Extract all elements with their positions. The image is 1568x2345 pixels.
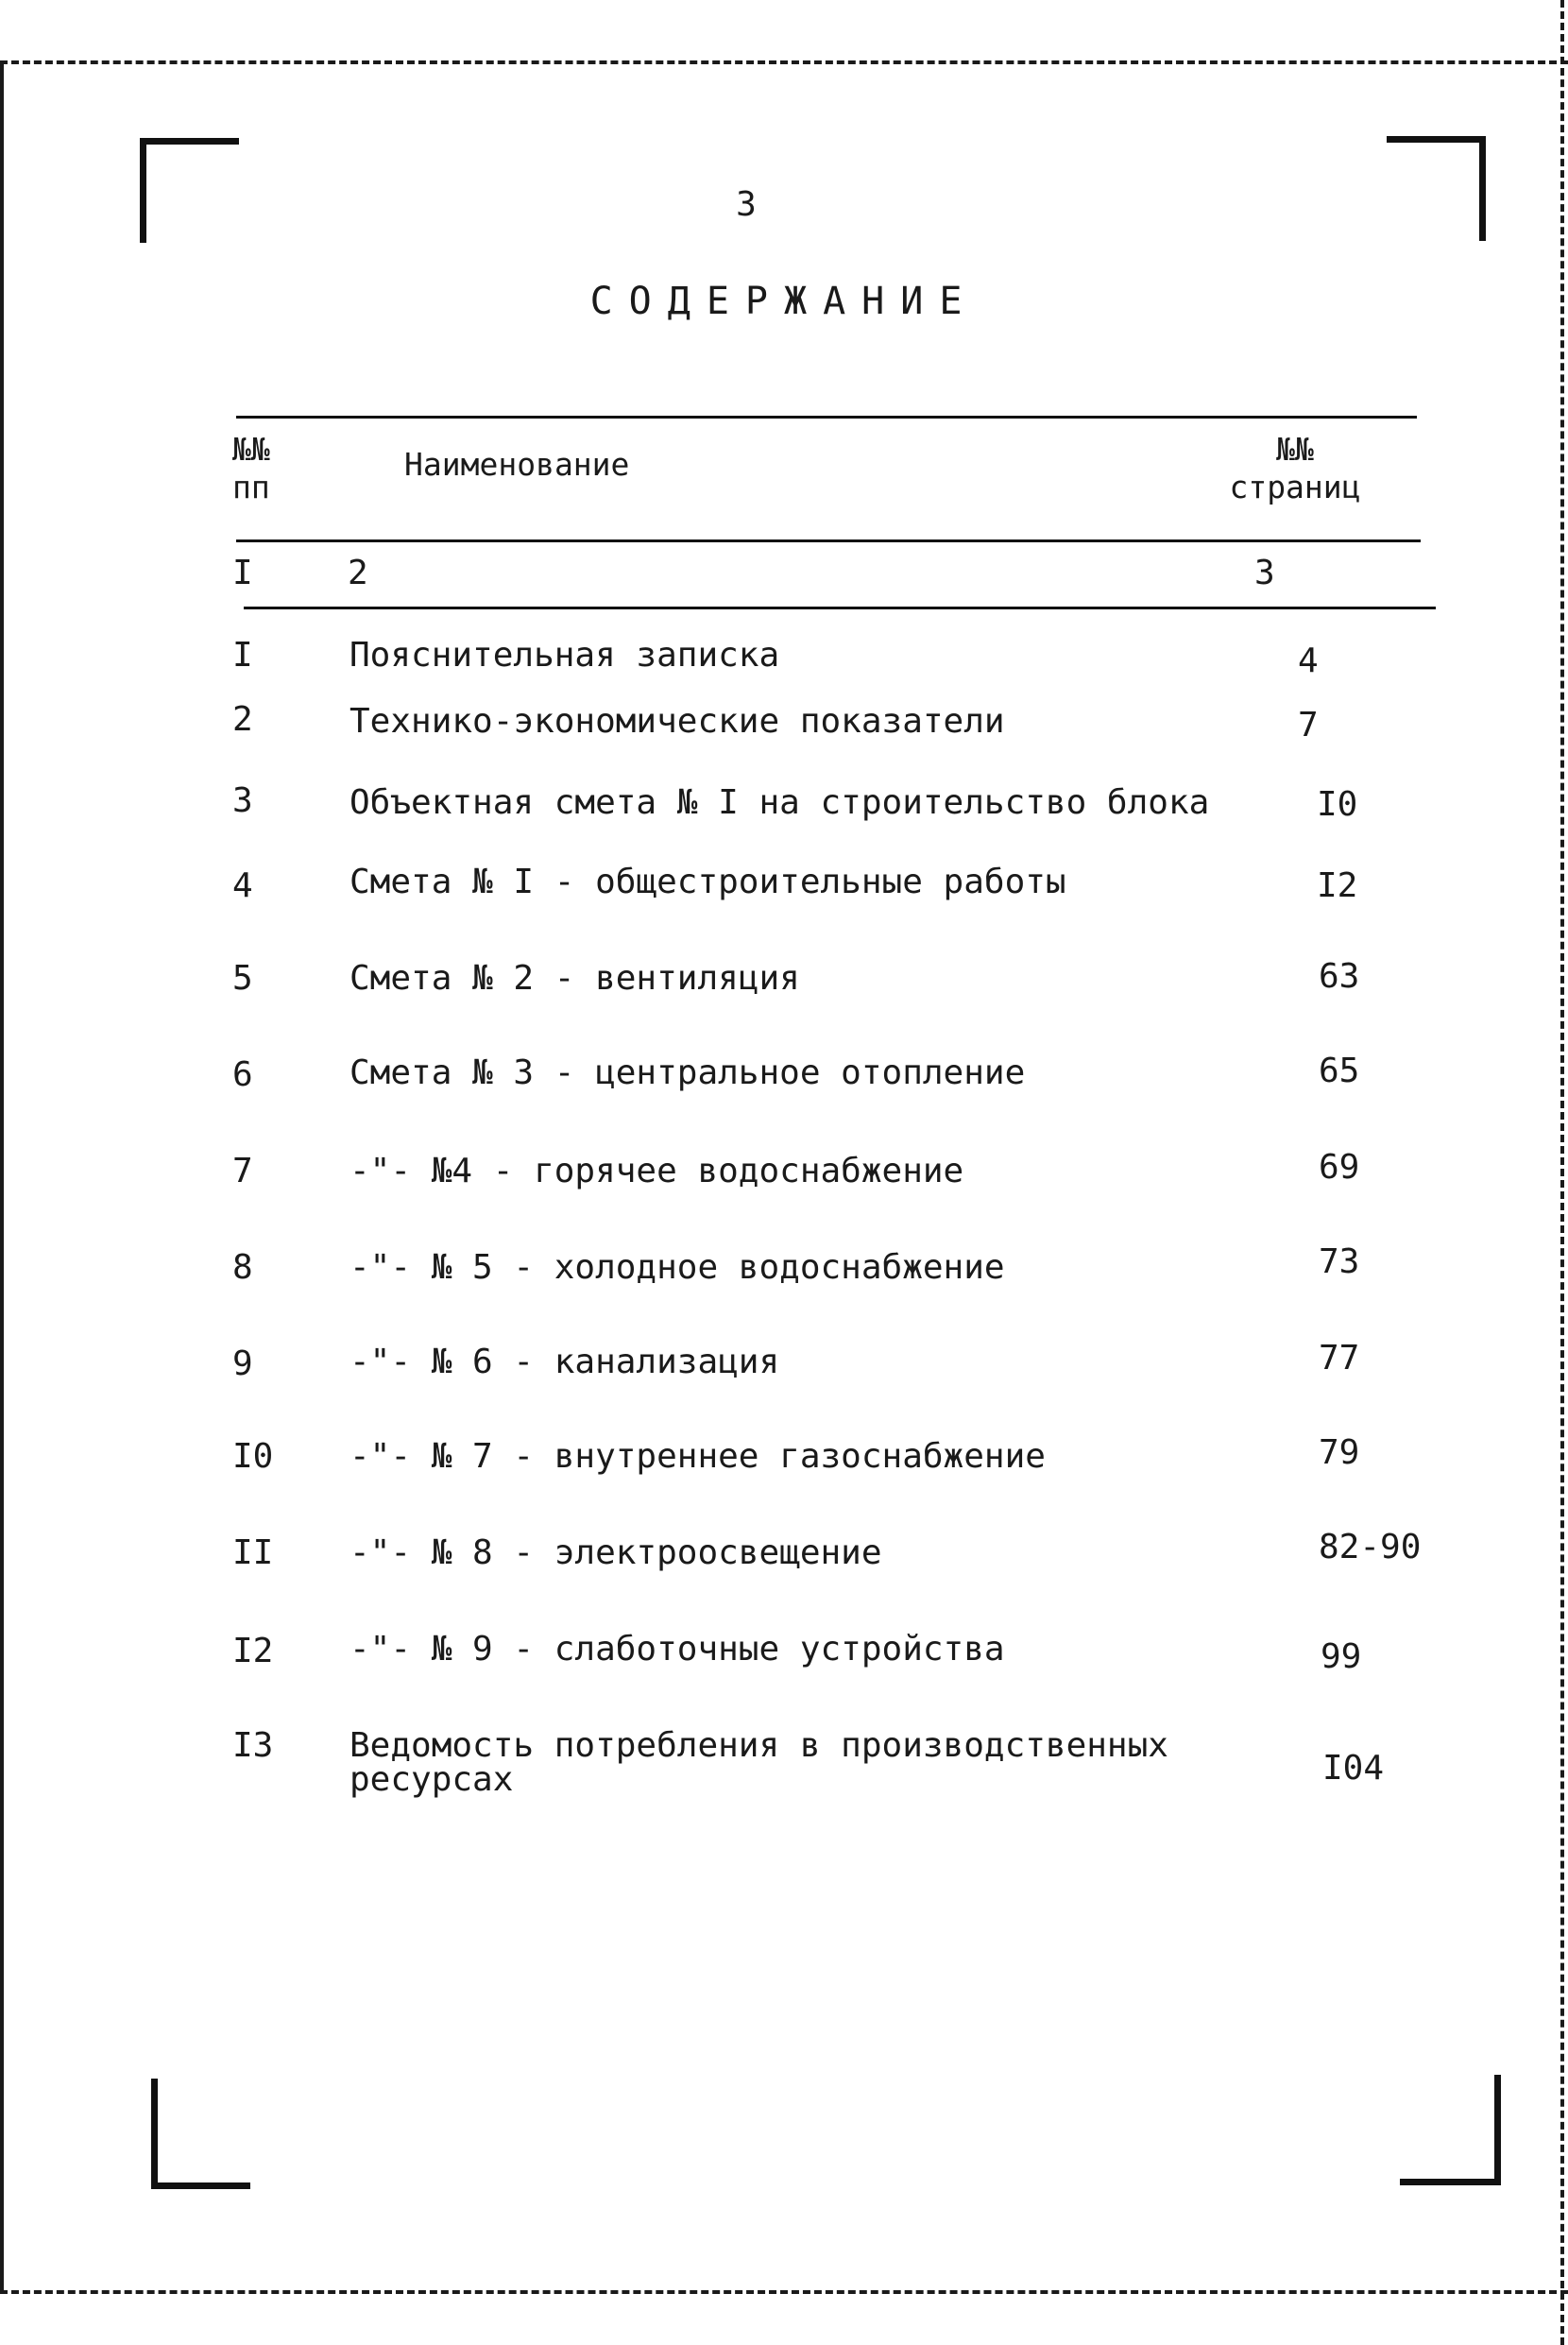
row-8-name: -"- № 5 - холодное водоснабжение xyxy=(349,1248,1005,1287)
column-numbers-rule xyxy=(244,607,1436,609)
row-5-name: Смета № 2 - вентиляция xyxy=(349,959,800,998)
row-9-page: 77 xyxy=(1319,1339,1360,1378)
row-13-page: I04 xyxy=(1322,1749,1385,1788)
header-pages-line2: страниц xyxy=(1229,469,1361,505)
page-number: 3 xyxy=(736,185,757,224)
row-13-name: Ведомость потребления в производственных ресурсах xyxy=(349,1726,1168,1799)
row-13-number: I3 xyxy=(232,1726,274,1765)
row-2-number: 2 xyxy=(232,700,253,739)
row-12-number: I2 xyxy=(232,1632,274,1670)
row-7-number: 7 xyxy=(232,1152,253,1190)
row-7-page: 69 xyxy=(1319,1148,1360,1187)
table-top-rule xyxy=(236,416,1417,419)
row-1-page: 4 xyxy=(1298,642,1319,680)
row-4-page: I2 xyxy=(1317,866,1358,905)
document-title: СОДЕРЖАНИЕ xyxy=(589,280,979,323)
row-3-page: I0 xyxy=(1317,785,1358,824)
row-6-page: 65 xyxy=(1319,1052,1360,1090)
header-name-column: Наименование xyxy=(404,446,630,483)
page-edge-right xyxy=(1560,0,1564,2345)
header-bottom-rule xyxy=(236,539,1421,542)
row-9-name: -"- № 6 - канализация xyxy=(349,1343,780,1381)
row-2-name: Технико-экономические показатели xyxy=(349,702,1005,741)
page-edge-left xyxy=(0,60,4,2292)
row-11-name: -"- № 8 - электроосвещение xyxy=(349,1533,882,1572)
row-10-name: -"- № 7 - внутреннее газоснабжение xyxy=(349,1437,1046,1476)
row-7-name: -"- №4 - горячее водоснабжение xyxy=(349,1152,964,1190)
corner-mark-top-left xyxy=(140,138,239,243)
column-number-2: 2 xyxy=(348,554,368,592)
row-6-name: Смета № 3 - центральное отопление xyxy=(349,1053,1026,1092)
corner-mark-top-right xyxy=(1387,136,1486,241)
row-2-page: 7 xyxy=(1298,706,1319,745)
column-number-3: 3 xyxy=(1254,554,1275,592)
row-11-number: II xyxy=(232,1533,274,1572)
header-number-line2: пп xyxy=(232,469,270,505)
corner-mark-bottom-left xyxy=(151,2079,250,2189)
row-9-number: 9 xyxy=(232,1344,253,1383)
row-8-number: 8 xyxy=(232,1248,253,1287)
cut-line-bottom xyxy=(0,2290,1568,2294)
row-5-page: 63 xyxy=(1319,957,1360,996)
header-number-column xyxy=(232,431,308,506)
row-12-name: -"- № 9 - слаботочные устройства xyxy=(349,1630,1005,1669)
corner-mark-bottom-right xyxy=(1400,2075,1501,2185)
header-pages-column xyxy=(1215,431,1375,506)
row-8-page: 73 xyxy=(1319,1242,1360,1281)
row-6-number: 6 xyxy=(232,1055,253,1094)
column-number-1: I xyxy=(232,554,253,592)
row-12-page: 99 xyxy=(1321,1637,1362,1676)
row-1-name: Пояснительная записка xyxy=(349,636,780,675)
row-5-number: 5 xyxy=(232,959,253,998)
header-number-line1: №№ xyxy=(232,431,270,468)
row-4-name: Смета № I - общестроительные работы xyxy=(349,863,1066,901)
row-3-name: Объектная смета № I на строительство блока xyxy=(349,783,1210,822)
row-3-number: 3 xyxy=(232,781,253,820)
row-10-number: I0 xyxy=(232,1437,274,1476)
cut-line-top xyxy=(0,60,1568,64)
row-1-number: I xyxy=(232,636,253,675)
row-4-number: 4 xyxy=(232,866,253,905)
row-11-page: 82-90 xyxy=(1319,1528,1422,1566)
header-pages-line1: №№ xyxy=(1276,431,1314,468)
row-10-page: 79 xyxy=(1319,1433,1360,1472)
